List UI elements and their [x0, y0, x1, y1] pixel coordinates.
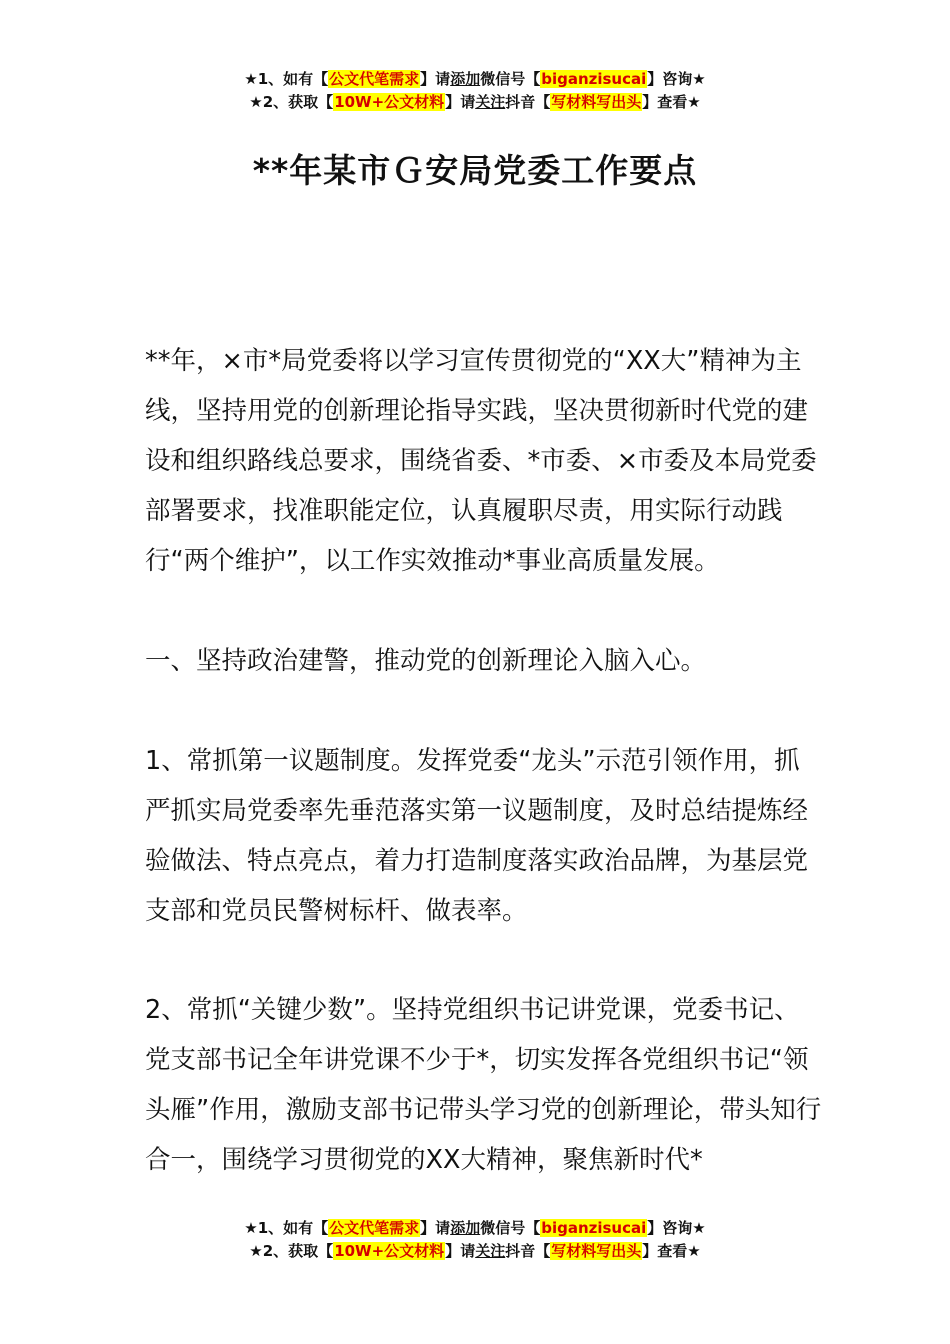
section-heading-1 [145, 636, 825, 686]
banner-underline: 添加 [450, 70, 481, 88]
banner-text: 】请 [420, 1219, 451, 1237]
banner-text: ★1、如有【 [244, 70, 329, 88]
section-heading-text: 一、坚持政治建警，推动党的创新理论入脑入心。 [145, 646, 707, 676]
document-title: **年某市Ｇ安局党委工作要点 [252, 151, 698, 190]
item-paragraph-2 [145, 985, 825, 1185]
banner-line-1 [0, 68, 950, 91]
banner-highlight-wechat: biganzisucai [541, 70, 647, 88]
banner-text: ★1、如有【 [244, 1219, 329, 1237]
banner-underline: 关注 [475, 1242, 506, 1260]
banner-text: 】查看★ [642, 1242, 701, 1260]
banner-text: 】咨询★ [647, 70, 706, 88]
item-paragraph-1 [145, 736, 825, 936]
banner-text: 微信号【 [480, 70, 541, 88]
banner-text: 抖音【 [505, 93, 551, 111]
banner-line-2 [0, 91, 950, 114]
banner-text: 抖音【 [505, 1242, 551, 1260]
bottom-banner [0, 1217, 950, 1263]
banner-highlight-douyin: 写材料写出头 [551, 93, 642, 111]
banner-text: 】请 [445, 93, 476, 111]
banner-underline: 添加 [450, 1219, 481, 1237]
banner-text: 微信号【 [480, 1219, 541, 1237]
banner-text: 】查看★ [642, 93, 701, 111]
banner-highlight: 10W+公文材料 [334, 93, 445, 111]
banner-highlight: 公文代笔需求 [329, 70, 420, 88]
banner-text: ★2、获取【 [249, 1242, 334, 1260]
banner-text: 】咨询★ [647, 1219, 706, 1237]
item-text: 2、常抓“关键少数”。坚持党组织书记讲党课，党委书记、党支部书记全年讲党课不少于*，切实发挥各党组织书记“领头雁”作用，激励支部书记带头学习党的创新理论，带头知行合一，围绕学习贯彻党的XX大精神，聚焦新时代* [145, 995, 822, 1175]
banner-text: ★2、获取【 [249, 93, 334, 111]
intro-paragraph [145, 336, 825, 586]
banner-text: 】请 [420, 70, 451, 88]
item-text: 1、常抓第一议题制度。发挥党委“龙头”示范引领作用，抓严抓实局党委率先垂范落实第一议题制度，及时总结提炼经验做法、特点亮点，着力打造制度落实政治品牌，为基层党支部和党员民警树标杆、做表率。 [145, 746, 809, 926]
banner-line-1 [0, 1217, 950, 1240]
top-banner [0, 68, 950, 114]
banner-text: 】请 [445, 1242, 476, 1260]
banner-highlight-wechat: biganzisucai [541, 1219, 647, 1237]
banner-line-2 [0, 1240, 950, 1263]
banner-underline: 关注 [475, 93, 506, 111]
banner-highlight: 10W+公文材料 [334, 1242, 445, 1260]
banner-highlight: 公文代笔需求 [329, 1219, 420, 1237]
intro-text: **年，×市*局党委将以学习宣传贯彻党的“XX大”精神为主线，坚持用党的创新理论指导实践，坚决贯彻新时代党的建设和组织路线总要求，围绕省委、*市委、×市委及本局党委部署要求，找准职能定位，认真履职尽责，用实际行动践行“两个维护”，以工作实效推动*事业高质量发展。 [145, 346, 817, 576]
banner-highlight-douyin: 写材料写出头 [551, 1242, 642, 1260]
